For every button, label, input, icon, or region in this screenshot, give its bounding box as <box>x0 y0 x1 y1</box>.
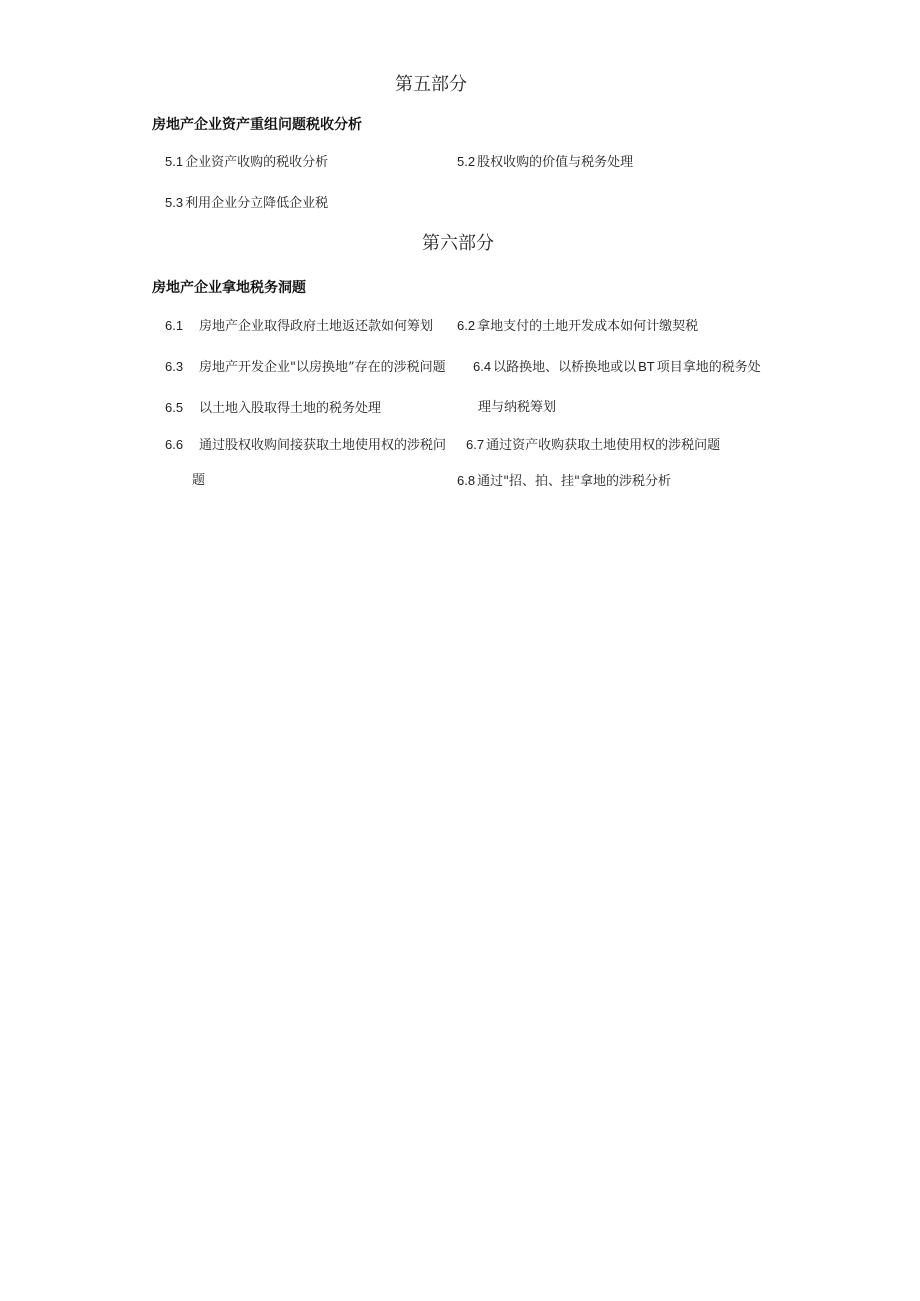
item-text: 房地产开发企业"以房换地”存在的涉税问题 <box>199 360 446 375</box>
toc-item-5-2 <box>457 155 633 169</box>
toc-item-6-6-continued <box>192 474 205 487</box>
item-text: 以路换地、以桥换地或以 <box>493 360 637 375</box>
part5-title: 第五部分 <box>395 74 467 95</box>
toc-item-6-6 <box>165 438 446 452</box>
part5-heading: 房地产企业资产重组问题税收分析 <box>152 117 362 133</box>
part6-title: 第六部分 <box>422 233 494 254</box>
item-text: 拿地支付的土地开发成本如何计缴契税 <box>477 319 699 334</box>
part6-heading: 房地产企业拿地税务洞题 <box>152 280 306 296</box>
item-text: 通过资产收购获取土地使用权的涉税问题 <box>486 438 721 453</box>
item-number: 6.7 <box>466 437 485 452</box>
toc-item-6-5 <box>165 401 381 415</box>
toc-item-6-8 <box>457 474 671 488</box>
item-number: 6.8 <box>457 473 476 488</box>
item-number: 5.2 <box>457 154 476 169</box>
item-text: 题 <box>192 473 206 488</box>
item-number: 6.1 <box>165 318 184 333</box>
item-number: 6.2 <box>457 318 476 333</box>
item-text: 房地产企业取得政府土地返还款如何筹划 <box>199 319 434 334</box>
item-abbrev: BT <box>638 359 655 374</box>
item-number: 6.4 <box>473 359 492 374</box>
item-number: 6.5 <box>165 400 184 415</box>
item-text-continued: 项目拿地的税务处 <box>656 360 761 375</box>
item-number: 5.1 <box>165 154 184 169</box>
toc-item-6-4-continued <box>478 401 556 414</box>
toc-item-6-7 <box>466 438 720 452</box>
item-text: 利用企业分立降低企业税 <box>185 196 329 211</box>
toc-item-6-4 <box>473 360 761 374</box>
item-text: 理与纳税筹划 <box>478 400 557 415</box>
item-text: 企业资产收购的税收分析 <box>185 155 329 170</box>
item-text: 股权收购的价值与税务处理 <box>477 155 634 170</box>
item-number: 6.6 <box>165 437 184 452</box>
item-text: 通过"招、拍、挂"拿地的涉税分析 <box>477 474 672 489</box>
item-number: 6.3 <box>165 359 184 374</box>
toc-item-6-2 <box>457 319 698 333</box>
item-text: 以土地入股取得土地的税务处理 <box>199 401 382 416</box>
toc-item-6-3 <box>165 360 446 374</box>
toc-item-6-1 <box>165 319 433 333</box>
toc-item-5-1 <box>165 155 328 169</box>
toc-item-5-3 <box>165 196 328 210</box>
item-text: 通过股权收购间接获取土地使用权的涉税问 <box>199 438 447 453</box>
item-number: 5.3 <box>165 195 184 210</box>
